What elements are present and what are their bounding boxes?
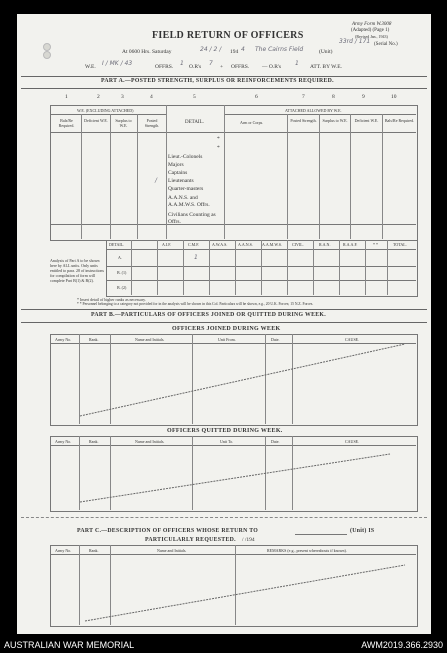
analysis-col-civil: CIVIL. [292,242,304,247]
punch-hole [43,43,51,51]
ors-label: O.R's [189,64,202,70]
footnote-2: * * Personnel belonging to a category not provided for in the analysis will be shown in this Col. Particulars will be shown, e.g., 20 U.K. Forces; 15 N.Z. Forces. [77,302,314,306]
analysis-row-b1: B. (1) [117,270,127,275]
hw-b: 1 [295,60,299,67]
hw-a: 7 [209,60,213,67]
rule [21,309,427,310]
part-a-table [50,105,418,241]
part-c-date: / /194 [242,537,255,543]
rule [50,114,166,115]
rule [50,224,416,225]
tear-line [21,517,427,518]
analysis-col-awas: A.W.A.S. [212,242,228,247]
col-header-surplus-left: Surplus to W.E. [115,118,132,128]
rule [81,114,82,239]
joined-col-rank: Rank. [89,337,99,342]
we-excl-header: W.E. (EXCLUDING ATTACHED) [77,108,134,113]
col-num-1: 1 [65,94,68,100]
joined-col-date: Date. [271,337,280,342]
star-mark: * [217,136,220,142]
rule [166,105,167,239]
rule [339,240,340,295]
serial-label: (Serial No.) [374,42,398,47]
joined-col-name: Name and Initials. [135,337,165,342]
rule [224,114,416,115]
col-num-4: 4 [150,94,153,100]
attached-header: ATTACHED ALLOWED BY W.E. [285,108,342,113]
quitted-title: OFFICERS QUITTED DURING WEEK. [167,428,283,434]
analysis-col-aif: A.I.F. [162,242,172,247]
col-num-10: 10 [391,94,397,100]
rule [319,114,320,239]
analysis-col-aamws: A.A.M.W.S. [262,242,282,247]
form-sheet [17,14,431,634]
col-num-9: 9 [362,94,365,100]
analysis-col-aans: A.A.N.S. [238,242,253,247]
rule [137,114,138,239]
part-b-title: PART B.—PARTICULARS OF OFFICERS JOINED OR QUITTED DURING WEEK. [91,312,326,318]
quitted-col-cause: CAUSE. [345,439,360,444]
rule [21,88,427,89]
plus-sign: + [220,64,224,70]
part-c-col-army-no: Army No. [55,548,72,553]
quitted-col-army-no: Army No. [55,439,72,444]
part-c-strike-line [50,545,417,626]
col-num-7: 7 [302,94,305,100]
year-handwritten: 4 [241,46,245,53]
analysis-col-cmf: C.M.F. [188,242,200,247]
rule [287,114,288,239]
rule [50,132,416,133]
date-handwritten: 24 / 2 / [200,46,222,53]
rank-majors: Majors [168,162,184,168]
rule [183,240,184,295]
part-c-line2: PARTICULARLY REQUESTED. [145,537,236,543]
col-header-deficient-left: Deficient W.E. [84,118,108,123]
col-num-5: 5 [193,94,196,100]
rank-lieutenants: Lieutenants [168,178,194,184]
col-header-posted-right: Posted Strength. [290,118,317,123]
ors2-label: — O.R's [262,64,282,70]
rule [21,322,427,323]
joined-col-army-no: Army No. [55,337,72,342]
offrs-handwritten: 1 [180,60,184,67]
quitted-col-rank: Rank. [89,439,99,444]
rule [209,240,210,295]
form-ref-line1: Army Form W.3008 [352,22,392,27]
col-header-bals-left: Bals/Re Required. [58,118,75,128]
form-title: FIELD RETURN OF OFFICERS [152,30,304,41]
rank-lt-col: Lieut.-Colonels [168,154,203,160]
analysis-col-other: * * [373,242,378,247]
analysis-col-raaf: R.A.A.F. [343,242,358,247]
att-label: ATT. BY W.E. [310,64,342,70]
analysis-row-b2: B. (2) [117,285,127,290]
serial-handwritten: 33rd / 171 [339,38,371,45]
punch-hole [43,51,51,59]
rule [131,240,132,295]
part-c-col-remarks: REMARKS (e.g., present whereabouts if known). [267,548,347,553]
at-line-prefix: At 0600 Hrs. Saturday [122,49,172,55]
quitted-strike-line [50,436,417,511]
col-header-surplus-right: Surplus to W.E. [322,118,348,123]
analysis-row-a: A. [118,255,122,260]
col-num-2: 2 [97,94,100,100]
rule [21,76,427,77]
rule [157,240,158,295]
analysis-note: Analysis of Part A to be shown here by ALL units. Only units entitled to para. 28 of instructions for compilation of form will complete Part B(1) & B(2). [50,258,104,283]
joined-col-cause: CAUSE. [345,337,360,342]
offrs-label: OFFRS. [155,64,174,70]
rule [350,114,351,239]
col-header-posted-left: Posted Strength. [144,118,160,128]
col-num-3: 3 [121,94,124,100]
rule [313,240,314,295]
rank-nurses: A.A.N.S. and A.A.M.W.S. Offrs. [168,195,210,208]
we-label: W.E. [85,64,96,70]
form-ref-line3: (Revised Jan., 1943) [355,34,388,39]
quitted-col-name: Name and Initials. [135,439,165,444]
we-handwritten: I / MK / 43 [102,60,133,67]
analysis-col-ran: R.A.N. [319,242,331,247]
rank-captains: Captains [168,170,188,176]
rule [261,240,262,295]
footer-accession: AWM2019.366.2930 [361,640,443,650]
analysis-col-detail: DETAIL. [109,242,125,247]
rule [387,240,388,295]
quitted-col-date: Date. [271,439,280,444]
rule [365,240,366,295]
offrs2-label: OFFRS. [231,64,250,70]
col-header-arm: Arm or Corps. [240,120,264,125]
year-label: 194 [230,49,239,55]
part-c-col-rank: Rank. [89,548,99,553]
analysis-col-total: TOTAL. [393,242,407,247]
joined-strike-line [50,334,417,425]
detail-header: DETAIL. [185,120,204,125]
part-c-unit: (Unit) IS [350,528,375,534]
hw-analysis: 1 [194,254,198,261]
quitted-col-unit-to: Unit To. [220,439,234,444]
rule [110,114,111,239]
footer-institution: AUSTRALIAN WAR MEMORIAL [4,640,135,650]
col-num-6: 6 [255,94,258,100]
rule [295,534,347,535]
col-header-bals-right: Bals/Re Required. [384,118,415,123]
col-header-deficient-right: Deficient W.E. [354,118,379,123]
rank-qm: Quarter-masters [168,186,204,192]
star-mark: * [217,145,220,151]
hw-tick: / [155,177,158,184]
col-num-8: 8 [332,94,335,100]
joined-col-unit-from: Unit From. [218,337,236,342]
part-c-col-name: Name and Initials. [157,548,187,553]
unit-handwritten: The Cairns Field [255,46,304,53]
form-ref-line2: (Adapted) (Page 1) [351,28,390,33]
rule [287,240,288,295]
part-c-title: PART C.—DESCRIPTION OF OFFICERS WHOSE RETURN TO [77,528,259,534]
rule [382,114,383,239]
rule [224,105,225,239]
rule [235,240,236,295]
joined-title: OFFICERS JOINED DURING WEEK [172,326,281,332]
footnote-1: * Insert detail of higher ranks as necessary. [77,297,146,302]
part-a-title: PART A.—POSTED STRENGTH, SURPLUS OR REINFORCEMENTS REQUIRED. [101,78,334,84]
rank-civilians: Civilians Counting as Offrs. [168,212,216,225]
unit-label: (Unit) [319,49,333,55]
